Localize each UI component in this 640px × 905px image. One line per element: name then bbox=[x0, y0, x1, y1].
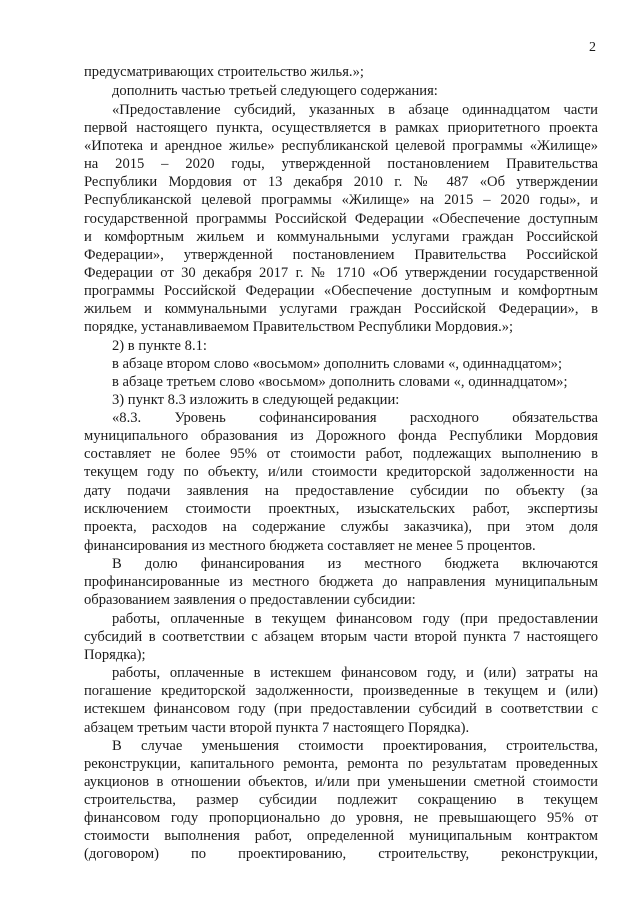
text-line: в абзаце третьем слово «восьмом» дополнить словами «, одиннадцатом»; bbox=[112, 374, 568, 390]
text-line: 3) пункт 8.3 изложить в следующей редакции: bbox=[112, 392, 400, 408]
text-line: реконструкции, капитального ремонта, ремонта по результатам проведенных bbox=[84, 756, 598, 772]
text-line: Федерации от 30 декабря 2017 г. № 1710 «Об утверждении государственной bbox=[84, 265, 598, 281]
text-line: абзацем третьим части второй пункта 7 настоящего Порядка). bbox=[84, 720, 470, 736]
text-line: истекшем финансовом году (при предоставлении субсидий в соответствии с bbox=[84, 701, 598, 717]
text-line: В случае уменьшения стоимости проектирования, строительства, bbox=[112, 738, 598, 754]
text-line: В долю финансирования из местного бюджета включаются bbox=[112, 556, 598, 572]
text-line: образованием заявления о предоставлении субсидии: bbox=[84, 592, 416, 608]
text-line: жильем и коммунальными услугами граждан Российской Федерации», в bbox=[84, 301, 598, 317]
text-line: аукционов в отношении объектов, и/или при уменьшении сметной стоимости bbox=[84, 774, 598, 790]
text-line: финансовом году пропорционально до уровня, не превышающего 95% от bbox=[84, 810, 598, 826]
text-line: муниципального образования из Дорожного фонда Республики Мордовия bbox=[84, 428, 598, 444]
text-line: «Ипотека и арендное жилье» республиканской целевой программы «Жилище» bbox=[84, 138, 598, 154]
text-line: на 2015 – 2020 годы, утвержденной постановлением Правительства bbox=[84, 156, 598, 172]
text-line: стоимости выполнения работ, определенной муниципальным контрактом bbox=[84, 828, 598, 844]
text-line: работы, оплаченные в истекшем финансовом году, и (или) затраты на bbox=[112, 665, 598, 681]
text-line: дату подачи заявления на предоставление субсидии по объекту (за bbox=[84, 483, 598, 499]
text-line: 2) в пункте 8.1: bbox=[112, 338, 207, 354]
text-line: предусматривающих строительство жилья.»; bbox=[84, 64, 364, 80]
text-line: исключением стоимости проектных, изыскательских работ, экспертизы bbox=[84, 501, 598, 517]
text-line: дополнить частью третьей следующего содержания: bbox=[112, 83, 438, 99]
text-line: погашение кредиторской задолженности, произведенные в текущем и (или) bbox=[84, 683, 598, 699]
text-line: работы, оплаченные в текущем финансовом году (при предоставлении bbox=[112, 611, 598, 627]
text-line: Федерации», утвержденной постановлением Правительства Российской bbox=[84, 247, 598, 263]
text-line: государственной программы Российской Федерации «Обеспечение доступным bbox=[84, 211, 598, 227]
text-line: профинансированные из местного бюджета до направления муниципальным bbox=[84, 574, 598, 590]
text-line: Республики Мордовия от 13 декабря 2010 г. № 487 «Об утверждении bbox=[84, 174, 598, 190]
text-line: субсидий в соответствии с абзацем вторым части второй пункта 7 настоящего bbox=[84, 629, 598, 645]
text-line: текущем году по объекту, и/или стоимости кредиторской задолженности на bbox=[84, 464, 598, 480]
text-line: проекта, расходов на содержание службы заказчика), при этом доля bbox=[84, 519, 598, 535]
text-line: «Предоставление субсидий, указанных в абзаце одиннадцатом части bbox=[112, 102, 598, 118]
text-line: первой настоящего пункта, осуществляется в рамках приоритетного проекта bbox=[84, 120, 598, 136]
text-line: программы Российской Федерации «Обеспечение доступным и комфортным bbox=[84, 283, 598, 299]
text-line: порядке, устанавливаемом Правительством Республики Мордовия.»; bbox=[84, 319, 514, 335]
text-line: финансирования из местного бюджета составляет не менее 5 процентов. bbox=[84, 538, 536, 554]
text-line: Республиканской целевой программы «Жилище» на 2015 – 2020 годы», и bbox=[84, 192, 598, 208]
text-line: составляет не более 95% от стоимости работ, подлежащих выполнению в bbox=[84, 446, 598, 462]
text-line: в абзаце втором слово «восьмом» дополнить словами «, одиннадцатом»; bbox=[112, 356, 563, 372]
text-line: «8.3. Уровень софинансирования расходного обязательства bbox=[112, 410, 598, 426]
page-number: 2 bbox=[589, 40, 596, 55]
text-line: (договором) по проектированию, строительству, реконструкции, bbox=[84, 846, 598, 862]
text-line: Порядка); bbox=[84, 647, 146, 663]
text-line: строительства, размер субсидии подлежит сокращению в текущем bbox=[84, 792, 598, 808]
text-line: и комфортным жильем и коммунальными услугами граждан Российской bbox=[84, 229, 598, 245]
